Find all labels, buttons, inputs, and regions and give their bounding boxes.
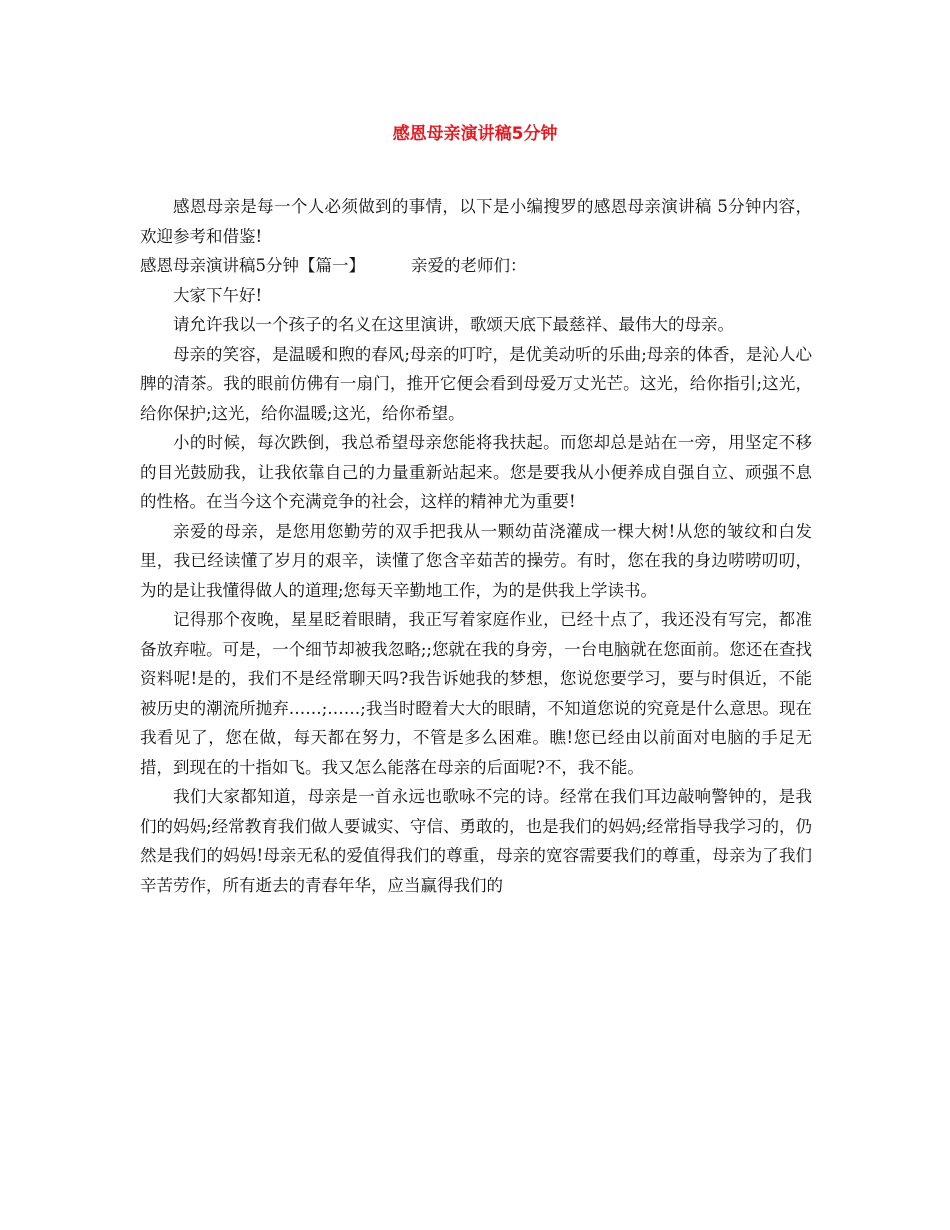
paragraph: 我们大家都知道，母亲是一首永远也歌咏不完的诗。经常在我们耳边敲响警钟的，是我们的妈妈;经常教育我们做人要诚实、守信、勇敢的，也是我们的妈妈;经常指导我学习的，仍然是我们的妈妈!母亲无私的爱值得我们的尊重，母亲的宽容需要我们的尊重，母亲为了我们辛苦劳作，所有逝去的青春年华，应当赢得我们的 xyxy=(140,787,812,895)
salutation: 亲爱的老师们： xyxy=(411,256,527,275)
paragraph: 大家下午好! xyxy=(173,285,263,305)
document-body xyxy=(140,192,812,900)
paragraph: 请允许我以一个孩子的名义在这里演讲，歌颂天底下最慈祥、最伟大的母亲。 xyxy=(173,315,734,334)
paragraph: 记得那个夜晚，星星眨着眼睛，我正写着家庭作业，已经十点了，我还没有写完，都准备放弃啦。可是，一个细节却被我忽略;;您就在我的身旁，一台电脑就在您面前。您还在查找资料呢!是的，我们不是经常聊天吗?我告诉她我的梦想，您说您要学习，要与时俱近，不能被历史的潮流所抛弃……;……;我当时瞪着大大的眼睛，不知道您说的究竟是什么意思。现在我看见了，您在做，每天都在努力，不管是多么困难。瞧!您已经由以前面对电脑的手足无措，到现在的十指如飞。我又怎么能落在母亲的后面呢?不，我不能。 xyxy=(140,610,812,777)
intro-paragraph: 感恩母亲是每一个人必须做到的事情，以下是小编搜罗的感恩母亲演讲稿 5分钟内容，欢迎参考和借鉴! xyxy=(140,197,812,246)
paragraph: 小的时候，每次跌倒，我总希望母亲您能将我扶起。而您却总是站在一旁，用坚定不移的目光鼓励我，让我依靠自己的力量重新站起来。您是要我从小便养成自强自立、顽强不息的性格。在当今这个充满竞争的社会，这样的精神尤为重要! xyxy=(140,433,812,511)
section-heading: 感恩母亲演讲稿5分钟【篇一】 xyxy=(140,256,365,275)
paragraph: 母亲的笑容，是温暖和煦的春风;母亲的叮咛，是优美动听的乐曲;母亲的体香，是沁人心脾的清茶。我的眼前仿佛有一扇门，推开它便会看到母爱万丈光芒。这光，给你指引;这光，给你保护;这光，给你温暖;这光，给你希望。 xyxy=(140,344,812,423)
paragraph: 亲爱的母亲，是您用您勤劳的双手把我从一颗幼苗浇灌成一棵大树!从您的皱纹和白发里，我已经读懂了岁月的艰辛，读懂了您含辛茹苦的操劳。有时，您在我的身边唠唠叨叨，为的是让我懂得做人的道理;您每天辛勤地工作，为的是供我上学读书。 xyxy=(140,521,812,600)
document-title: 感恩母亲演讲稿5分钟 xyxy=(392,124,558,144)
section-heading-line xyxy=(140,251,812,281)
